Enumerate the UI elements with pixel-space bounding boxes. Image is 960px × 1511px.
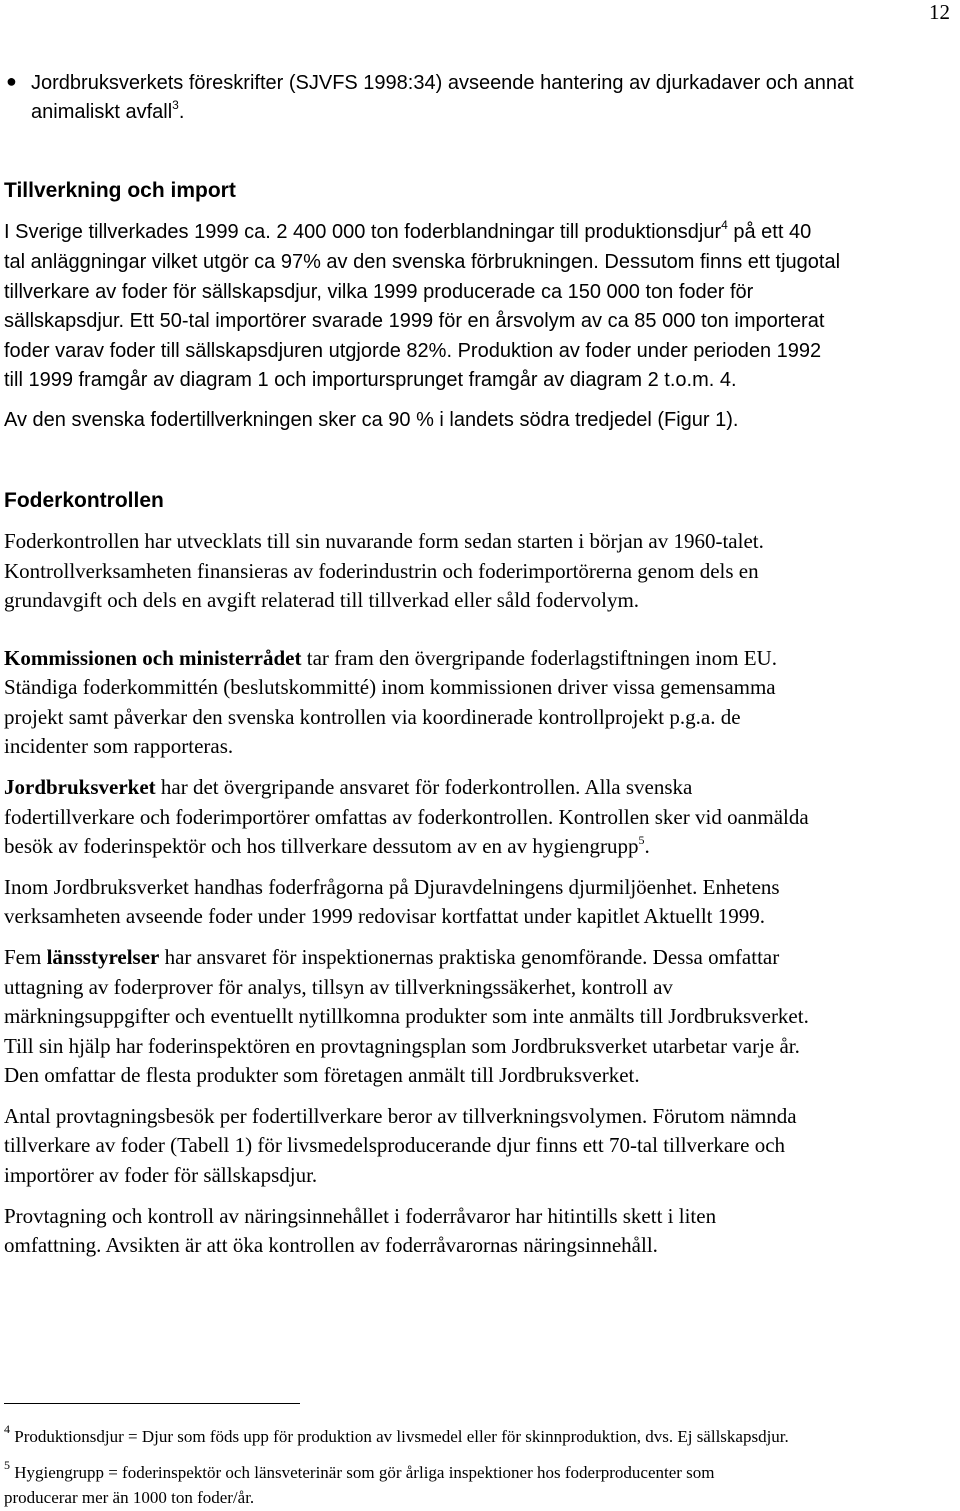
paragraph-line: fodertillverkare och foderimportörer omfattas av foderkontrollen. Kontrollen sker vid oanmälda (4, 805, 809, 829)
paragraph-line: grundavgift och dels en avgift relaterad till tillverkad eller såld fodervolym. (4, 588, 640, 612)
bullet-line-2: animaliskt avfall$^3$. (31, 98, 185, 123)
footnote-mark-4: 4 (4, 1422, 10, 1436)
bold-term-jordbruksverket: Jordbruksverket (4, 775, 156, 799)
paragraph-line: besök av foderinspektör och hos tillverkare dessutom av en av hygiengrupp$^5$. (4, 833, 650, 858)
paragraph-line: tillverkare av foder (Tabell 1) för livsmedelsproducerande djur finns ett 70-tal tillverkare och (4, 1133, 786, 1157)
section-heading-tillverkning: Tillverkning och import (4, 179, 236, 202)
footnote-ref-4: 4 (721, 218, 728, 232)
paragraph-line: Ständiga foderkommittén (beslutskommitté) inom kommissionen driver vissa gemensamma (4, 675, 776, 699)
section-heading-foderkontrollen: Foderkontrollen (4, 489, 164, 512)
paragraph-line: Inom Jordbruksverket handhas foderfrågorna på Djuravdelningens djurmiljöenhet. Enhetens (4, 875, 780, 899)
footnote-ref-5: 5 (638, 833, 645, 847)
paragraph-line: Kommissionen och ministerrådet tar fram den övergripande foderlagstiftningen inom EU. (4, 646, 777, 670)
footnote-5-line-2: producerar mer än 1000 ton foder/år. (4, 1488, 255, 1507)
paragraph-line: sällskapsdjur. Ett 50-tal importörer svarade 1999 för en årsvolym av ca 85 000 ton importerat (4, 310, 825, 332)
paragraph-line: Provtagning och kontroll av näringsinnehållet i foderråvaror har hitintills skett i liten (4, 1204, 717, 1228)
paragraph-line: I Sverige tillverkades 1999 ca. 2 400 000 ton foderblandningar till produktionsdjur$^4$ på ett 40 (4, 218, 812, 243)
bold-term-kommissionen: Kommissionen och ministerrådet (4, 646, 302, 670)
bold-term-lansstyrelser: länsstyrelser (46, 945, 160, 969)
paragraph-line: tillverkare av foder för sällskapsdjur, vilka 1999 producerade ca 150 000 ton foder för (4, 281, 754, 303)
paragraph-line: foder varav foder till sällskapsdjuren utgjorde 82%. Produktion av foder under perioden 1992 (4, 340, 822, 362)
paragraph-line: märkningsuppgifter och eventuellt nytillkomna produkter som inte anmälts till Jordbruksverket. (4, 1004, 809, 1028)
footnote-4: $^4$ Produktionsdjur = Djur som föds upp för produktion av livsmedel eller för skinnproduktion, dvs. Ej sällskapsdjur. (4, 1422, 789, 1446)
paragraph-line: Till sin hjälp har foderinspektören en provtagningsplan som Jordbruksverket utarbetar varje år. (4, 1034, 800, 1058)
page-number: 12 (929, 0, 950, 24)
paragraph-line: projekt samt påverkar den svenska kontrollen via koordinerade kontrollprojekt p.g.a. de (4, 705, 741, 729)
paragraph-line: Fem länsstyrelser har ansvaret för inspektionernas praktiska genomförande. Dessa omfattar (4, 945, 780, 969)
paragraph-line: till 1999 framgår av diagram 1 och importursprunget framgår av diagram 2 t.o.m. 4. (4, 369, 737, 391)
footnote-divider (4, 1403, 300, 1404)
paragraph-line: Av den svenska fodertillverkningen sker ca 90 % i landets södra tredjedel (Figur 1). (4, 409, 739, 431)
footnote-ref-3: 3 (172, 98, 179, 112)
paragraph-line: omfattning. Avsikten är att öka kontrollen av foderråvarornas näringsinnehåll. (4, 1233, 658, 1257)
paragraph-line: incidenter som rapporteras. (4, 734, 234, 758)
paragraph-line: Jordbruksverket har det övergripande ansvaret för foderkontrollen. Alla svenska (4, 775, 693, 799)
bullet-line-1: Jordbruksverkets föreskrifter (SJVFS 1998:34) avseende hantering av djurkadaver och annat (31, 72, 854, 94)
paragraph-line: uttagning av foderprover för analys, tillsyn av tillverkningssäkerhet, kontroll av (4, 975, 673, 999)
paragraph-line: importörer av foder för sällskapsdjur. (4, 1163, 318, 1187)
paragraph-line: Den omfattar de flesta produkter som företagen anmält till Jordbruksverket. (4, 1063, 640, 1087)
paragraph-line: tal anläggningar vilket utgör ca 97% av den svenska förbrukningen. Dessutom finns ett tjugotal (4, 251, 841, 273)
paragraph-line: Foderkontrollen har utvecklats till sin nuvarande form sedan starten i början av 1960-talet. (4, 529, 764, 553)
paragraph-line: Kontrollverksamheten finansieras av foderindustrin och foderimportörerna genom dels en (4, 559, 759, 583)
footnote-mark-5: 5 (4, 1458, 10, 1472)
paragraph-line: Antal provtagningsbesök per fodertillverkare beror av tillverkningsvolymen. Förutom nämnda (4, 1104, 797, 1128)
bullet-icon: ● (6, 71, 17, 91)
footnote-5-line-1: $^5$ Hygiengrupp = foderinspektör och länsveterinär som gör årliga inspektioner hos foderproducenter som (4, 1458, 715, 1482)
paragraph-line: verksamheten avseende foder under 1999 redovisar kortfattat under kapitlet Aktuellt 1999. (4, 904, 766, 928)
